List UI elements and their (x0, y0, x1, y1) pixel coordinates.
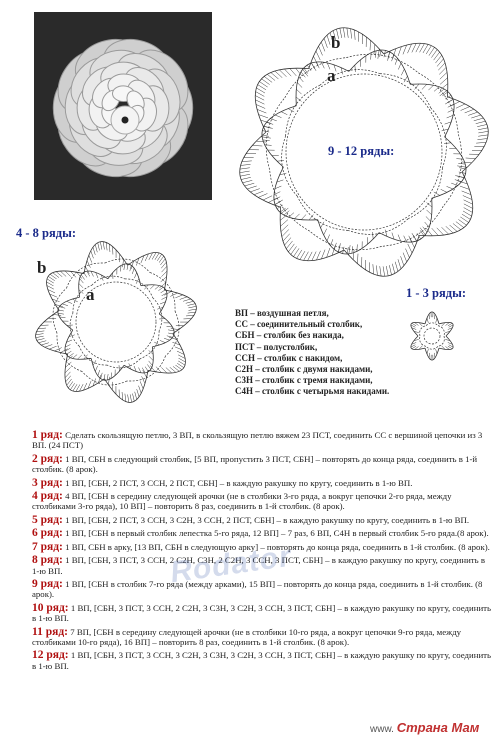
row-text: 1 ВП, [СБН, 2 ПСТ, 3 ССН, 2 ПСТ, СБН] – в каждую ракушку по кругу, соединить в 1-ю ВП. (62, 477, 413, 488)
row-number: 3 ряд: (32, 476, 63, 489)
row-text: 1 ВП, СБН в арку, [13 ВП, СБН в следующую арку] – повторять до конца ряда, соединить в 1-й столбик. (8 арок). (62, 541, 490, 552)
row-number: 12 ряд: (32, 649, 69, 662)
site-footer (370, 720, 479, 735)
row-number: 6 ряд: (32, 527, 63, 540)
label-a-lower: a (86, 285, 95, 304)
instruction-row (32, 650, 492, 671)
watermark: Rodator (168, 539, 294, 590)
footer-url[interactable]: www. (370, 724, 394, 735)
footer-brand[interactable]: Страна Мам (396, 720, 480, 735)
legend-item: СБН – столбик без накида, (235, 330, 344, 341)
instruction-row (32, 579, 492, 600)
row-number: 8 ряд: (32, 554, 63, 567)
row-number: 2 ряд: (32, 452, 63, 465)
row-text: 1 ВП, [СБН, 2 ПСТ, 3 ССН, 3 С2Н, 3 ССН, 2 ПСТ, СБН] – в каждую ракушку по кругу, соединить в 1-ю ВП. (62, 514, 470, 525)
instruction-row (32, 627, 492, 648)
row-text: 4 ВП, [СБН в середину следующей арочки (не в столбики 3-го ряда, а вокруг цепочки 2-го ряда, между столбиками 3-го ряда), 10 ВП] – повторить 8 раз, соединить в 1-й столбик. (8 арок). (32, 491, 452, 512)
row-number: 11 ряд: (32, 625, 69, 638)
row-number: 4 ряд: (32, 490, 63, 503)
abbreviation-legend (235, 308, 405, 398)
instruction-row (32, 491, 492, 512)
label-b-upper: b (331, 33, 341, 52)
row-text: 1 ВП, [СБН в столбик 7-го ряда (между арками), 15 ВП] – повторять до конца ряда, соединить в 1-й столбик. (8 арок). (32, 579, 483, 600)
row-text: 1 ВП, [СБН, 3 ПСТ, 3 ССН, 3 С2Н, 3 С3Н, 3 С2Н, 3 ССН, 3 ПСТ, СБН] – в каждую ракушку по кругу, соединить в 1-ю ВП. (32, 650, 492, 671)
label-rows-4-8: 4 - 8 ряды: (16, 226, 76, 240)
row-text: 7 ВП, [СБН в середину следующей арочки (не в столбики 10-го ряда, а вокруг цепочки 9-го ряда, между столбиками 10-го ряда), 16 ВП] – повторить 8 раз, соединить в 1-й столбик. (8 арок). (32, 626, 462, 647)
diagram-rows-1-3 (394, 300, 470, 372)
row-text: 1 ВП, [СБН в первый столбик лепестка 5-го ряда, 12 ВП] – 7 раз, 6 ВП, С4Н в первый столбик 5-го ряда.(8 арок). (62, 528, 489, 539)
legend-item: С2Н – столбик с двумя накидами, (235, 364, 373, 375)
row-number: 7 ряд: (32, 540, 63, 553)
instruction-row (32, 528, 492, 538)
row-text: Сделать скользящую петлю, 3 ВП, в скользящую петлю вяжем 23 ПСТ, соединить СС с вершиной цепочки из 3 ВП. (24 ПСТ) (32, 430, 483, 451)
row-text: 1 ВП, СБН в следующий столбик, [5 ВП, пропустить 3 ПСТ, СБН] – повторять до конца ряда, соединить в 1-й столбик. (8 арок). (32, 453, 478, 475)
row-number: 5 ряд: (32, 513, 63, 526)
legend-item: ВП – воздушная петля, (235, 308, 329, 318)
flower-photo (34, 12, 212, 200)
label-b-lower: b (37, 258, 47, 277)
legend-item: ССН – столбик с накидом, (235, 352, 343, 363)
instruction-row (32, 603, 492, 624)
label-rows-1-3: 1 - 3 ряды: (406, 286, 466, 300)
instruction-row (32, 430, 492, 451)
label-rows-9-12: 9 - 12 ряды: (328, 144, 395, 158)
row-number: 10 ряд: (32, 601, 69, 614)
legend-item: С4Н – столбик с четырьмя накидами. (235, 386, 390, 397)
instruction-row (32, 515, 492, 525)
instruction-row (32, 478, 492, 488)
rose-image (34, 12, 212, 200)
diagram-rows-4-8 (24, 230, 204, 416)
row-text: 1 ВП, [СБН, 3 ПСТ, 3 ССН, 2 С2Н, С3Н, 2 С2Н, 3 ССН, 3 ПСТ, СБН] – в каждую ракушку по кругу, соединить в 1-ю ВП. (32, 555, 486, 576)
legend-item: СС – соединительный столбик, (235, 319, 363, 330)
legend-item: С3Н – столбик с тремя накидами, (235, 375, 373, 386)
legend-item: ПСТ – полустолбик, (235, 341, 318, 352)
row-number: 9 ряд: (32, 578, 63, 591)
row-number: 1 ряд: (32, 429, 63, 441)
row-text: 1 ВП, [СБН, 3 ПСТ, 3 ССН, 2 С2Н, 3 С3Н, 3 С2Н, 3 ССН, 3 ПСТ, СБН] – в каждую ракушку по кругу, соединить в 1-ю ВП. (32, 602, 492, 624)
instruction-row (32, 454, 492, 475)
label-a-upper: a (327, 66, 336, 85)
